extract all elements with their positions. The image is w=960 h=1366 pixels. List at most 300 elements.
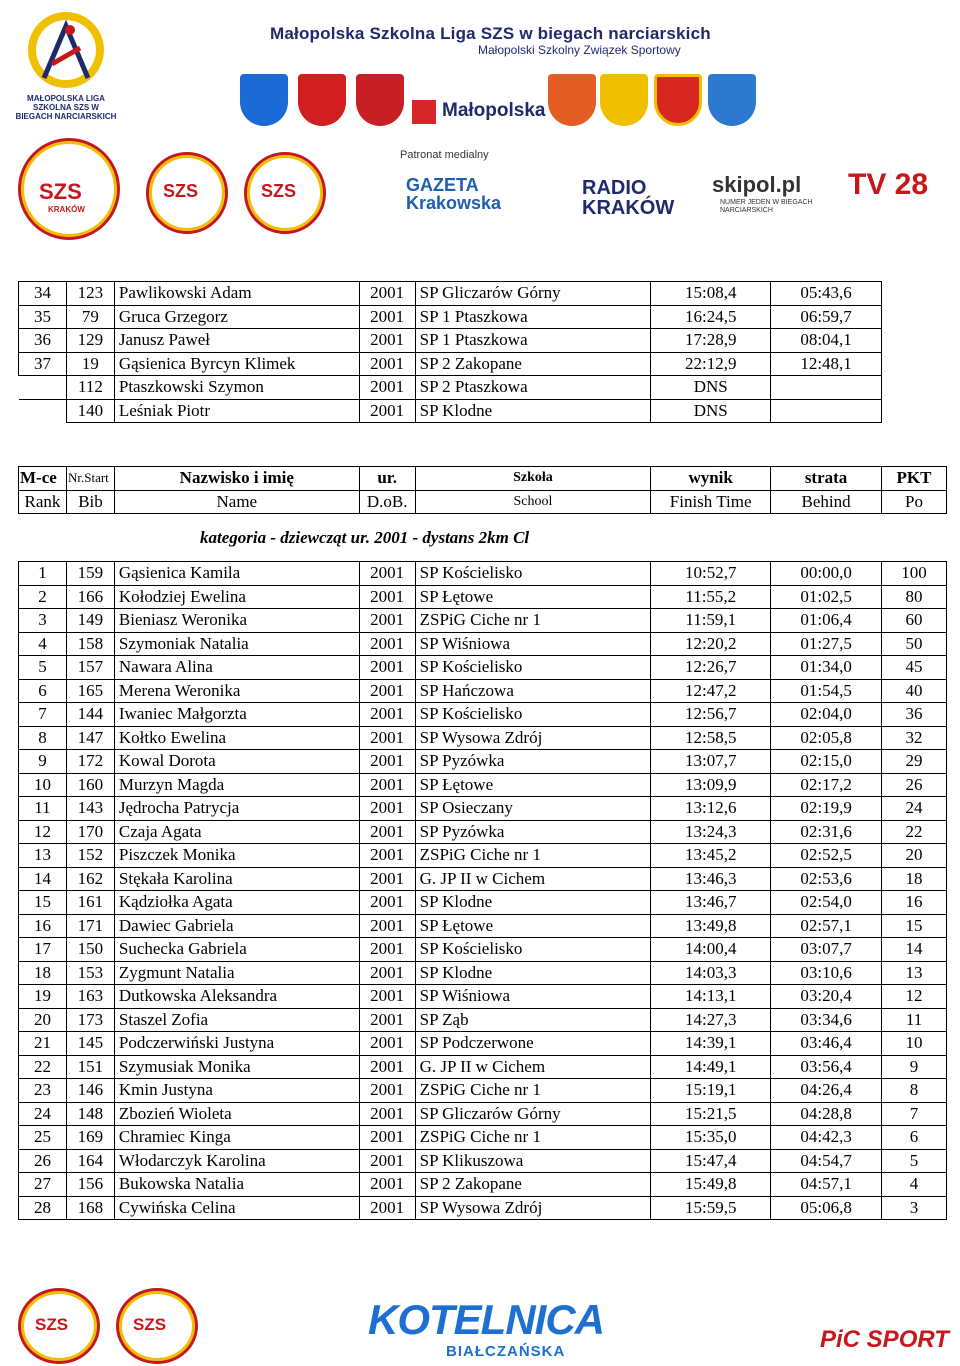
points-cell: 11	[882, 1008, 947, 1032]
name-cell: Leśniak Piotr	[114, 399, 359, 423]
bib-cell: 129	[66, 329, 114, 353]
bib-cell: 158	[66, 632, 114, 656]
school-cell: SP Hańczowa	[415, 679, 651, 703]
table-row	[19, 844, 947, 868]
behind-cell: 02:19,9	[771, 797, 882, 821]
name-cell: Ptaszkowski Szymon	[114, 376, 359, 400]
bib-cell: 157	[66, 656, 114, 680]
table-row	[19, 1196, 947, 1220]
table-row	[19, 1173, 947, 1197]
rank-cell: 9	[19, 750, 67, 774]
results-table-previous	[18, 281, 882, 423]
school-cell: ZSPiG Ciche nr 1	[415, 844, 651, 868]
name-cell: Pawlikowski Adam	[114, 282, 359, 306]
rank-cell: 25	[19, 1126, 67, 1150]
points-cell: 3	[882, 1196, 947, 1220]
points-cell: 4	[882, 1173, 947, 1197]
patronat-label: Patronat medialny	[400, 149, 489, 161]
behind-cell: 06:59,7	[771, 305, 882, 329]
yob-cell: 2001	[359, 1196, 415, 1220]
rank-cell: 4	[19, 632, 67, 656]
points-cell: 26	[882, 773, 947, 797]
table-row	[19, 1032, 947, 1056]
table-row	[19, 726, 947, 750]
header-row-en	[19, 490, 947, 514]
name-cell: Merena Weronika	[114, 679, 359, 703]
name-cell: Szymoniak Natalia	[114, 632, 359, 656]
table-row	[19, 399, 882, 423]
yob-cell: 2001	[359, 399, 415, 423]
time-cell: 13:24,3	[651, 820, 771, 844]
school-cell: SP Wysowa Zdrój	[415, 726, 651, 750]
region-label: Małopolska	[442, 100, 546, 121]
school-cell: SP Klodne	[415, 399, 651, 423]
skipol-logo: skipol.pl	[712, 172, 802, 197]
bib-cell: 148	[66, 1102, 114, 1126]
behind-cell: 04:42,3	[771, 1126, 882, 1150]
behind-cell: 01:02,5	[771, 585, 882, 609]
points-cell: 15	[882, 914, 947, 938]
table-row	[19, 985, 947, 1009]
behind-cell: 01:34,0	[771, 656, 882, 680]
table-row	[19, 329, 882, 353]
rank-cell: 11	[19, 797, 67, 821]
behind-cell: 03:10,6	[771, 961, 882, 985]
name-cell: Szymusiak Monika	[114, 1055, 359, 1079]
bib-cell: 144	[66, 703, 114, 727]
rank-cell: 19	[19, 985, 67, 1009]
time-cell: 13:07,7	[651, 750, 771, 774]
time-cell: 12:26,7	[651, 656, 771, 680]
school-cell: SP Pyzówka	[415, 750, 651, 774]
name-cell: Dutkowska Aleksandra	[114, 985, 359, 1009]
time-cell: 13:49,8	[651, 914, 771, 938]
rank-cell: 12	[19, 820, 67, 844]
bib-cell: 170	[66, 820, 114, 844]
name-cell: Iwaniec Małgorzta	[114, 703, 359, 727]
rank-cell: 2	[19, 585, 67, 609]
yob-cell: 2001	[359, 632, 415, 656]
rank-cell: 7	[19, 703, 67, 727]
behind-cell: 02:04,0	[771, 703, 882, 727]
name-cell: Stękała Karolina	[114, 867, 359, 891]
rank-cell: 34	[19, 282, 67, 306]
rank-cell	[19, 399, 67, 423]
bib-cell: 19	[66, 352, 114, 376]
points-cell: 8	[882, 1079, 947, 1103]
behind-cell: 02:52,5	[771, 844, 882, 868]
points-cell: 18	[882, 867, 947, 891]
school-cell: SP Łętowe	[415, 773, 651, 797]
yob-cell: 2001	[359, 329, 415, 353]
points-cell: 32	[882, 726, 947, 750]
behind-cell: 02:57,1	[771, 914, 882, 938]
yob-cell: 2001	[359, 1055, 415, 1079]
table-row	[19, 1126, 947, 1150]
rank-cell: 1	[19, 562, 67, 586]
behind-cell: 12:48,1	[771, 352, 882, 376]
points-cell: 16	[882, 891, 947, 915]
yob-cell: 2001	[359, 985, 415, 1009]
table-row	[19, 305, 882, 329]
points-cell: 40	[882, 679, 947, 703]
behind-cell: 05:06,8	[771, 1196, 882, 1220]
table-row	[19, 632, 947, 656]
yob-cell: 2001	[359, 376, 415, 400]
name-cell: Gruca Grzegorz	[114, 305, 359, 329]
szs-footer-seal-2: SZS	[116, 1288, 198, 1364]
yob-cell: 2001	[359, 1032, 415, 1056]
bib-cell: 150	[66, 938, 114, 962]
rank-cell: 35	[19, 305, 67, 329]
yob-cell: 2001	[359, 562, 415, 586]
szs-krakow-label: KRAKÓW	[48, 205, 85, 214]
time-cell: 11:55,2	[651, 585, 771, 609]
liga-szs-logo	[14, 8, 118, 126]
rank-cell: 26	[19, 1149, 67, 1173]
name-cell: Piszczek Monika	[114, 844, 359, 868]
time-cell: DNS	[651, 376, 771, 400]
crest-saint-icon	[600, 74, 648, 126]
school-cell: SP Kościelisko	[415, 938, 651, 962]
rank-cell: 17	[19, 938, 67, 962]
table-row	[19, 891, 947, 915]
behind-cell: 02:31,6	[771, 820, 882, 844]
malopolska-icon	[412, 100, 436, 124]
yob-cell: 2001	[359, 773, 415, 797]
yob-cell: 2001	[359, 961, 415, 985]
table-row	[19, 352, 882, 376]
yob-cell: 2001	[359, 1149, 415, 1173]
points-cell: 60	[882, 609, 947, 633]
yob-cell: 2001	[359, 891, 415, 915]
school-cell: SP 1 Ptaszkowa	[415, 305, 651, 329]
yob-cell: 2001	[359, 844, 415, 868]
time-cell: 15:19,1	[651, 1079, 771, 1103]
time-cell: 15:35,0	[651, 1126, 771, 1150]
yob-cell: 2001	[359, 867, 415, 891]
name-cell: Włodarczyk Karolina	[114, 1149, 359, 1173]
col-name-pl: Nazwisko i imię	[114, 467, 359, 491]
behind-cell: 03:34,6	[771, 1008, 882, 1032]
points-cell: 45	[882, 656, 947, 680]
column-header-table	[18, 466, 947, 514]
school-cell: SP Kościelisko	[415, 703, 651, 727]
yob-cell: 2001	[359, 1079, 415, 1103]
col-points-pl: PKT	[882, 467, 947, 491]
behind-cell: 02:17,2	[771, 773, 882, 797]
rank-cell: 5	[19, 656, 67, 680]
table-row	[19, 961, 947, 985]
crest-castle-icon	[298, 74, 346, 126]
behind-cell: 02:54,0	[771, 891, 882, 915]
behind-cell: 02:15,0	[771, 750, 882, 774]
points-cell: 80	[882, 585, 947, 609]
yob-cell: 2001	[359, 750, 415, 774]
header-subtitle: Małopolski Szkolny Związek Sportowy	[478, 43, 681, 57]
results-table	[18, 561, 947, 1220]
col-yob-en: D.oB.	[359, 490, 415, 514]
skipol-tagline: NUMER JEDEN W BIEGACH NARCIARSKICH	[720, 199, 813, 214]
points-cell: 20	[882, 844, 947, 868]
yob-cell: 2001	[359, 703, 415, 727]
bib-cell: 162	[66, 867, 114, 891]
rank-cell: 23	[19, 1079, 67, 1103]
yob-cell: 2001	[359, 609, 415, 633]
radio-krakow-logo: RADIO KRAKÓW	[582, 177, 675, 219]
bib-cell: 140	[66, 399, 114, 423]
pic-sport-logo: PiC SPORT	[820, 1326, 949, 1353]
header-title: Małopolska Szkolna Liga SZS w biegach narciarskich	[270, 24, 711, 43]
school-cell: SP Ząb	[415, 1008, 651, 1032]
behind-cell	[771, 376, 882, 400]
name-cell: Kowal Dorota	[114, 750, 359, 774]
col-school-pl: Szkoła	[415, 467, 651, 491]
rank-cell: 8	[19, 726, 67, 750]
rank-cell: 28	[19, 1196, 67, 1220]
bib-cell: 164	[66, 1149, 114, 1173]
col-time-en: Finish Time	[651, 490, 771, 514]
name-cell: Kmin Justyna	[114, 1079, 359, 1103]
time-cell: 13:12,6	[651, 797, 771, 821]
yob-cell: 2001	[359, 1126, 415, 1150]
name-cell: Cywińska Celina	[114, 1196, 359, 1220]
time-cell: 11:59,1	[651, 609, 771, 633]
time-cell: 13:09,9	[651, 773, 771, 797]
szs-powiatowy-seal-2: SZS	[244, 152, 326, 234]
behind-cell: 05:43,6	[771, 282, 882, 306]
yob-cell: 2001	[359, 797, 415, 821]
bib-cell: 149	[66, 609, 114, 633]
points-cell: 29	[882, 750, 947, 774]
table-row	[19, 703, 947, 727]
bib-cell: 172	[66, 750, 114, 774]
table-row	[19, 376, 882, 400]
col-points-en: Po	[882, 490, 947, 514]
school-cell: SP Wiśniowa	[415, 632, 651, 656]
table-row	[19, 562, 947, 586]
table-row	[19, 797, 947, 821]
school-cell: ZSPiG Ciche nr 1	[415, 1126, 651, 1150]
bib-cell: 159	[66, 562, 114, 586]
yob-cell: 2001	[359, 656, 415, 680]
rank-cell: 22	[19, 1055, 67, 1079]
rank-cell: 24	[19, 1102, 67, 1126]
table-row	[19, 679, 947, 703]
col-bib-pl: Nr.Start	[66, 467, 114, 491]
table-row	[19, 282, 882, 306]
school-cell: G. JP II w Cichem	[415, 867, 651, 891]
tv28-logo: TV 28	[848, 168, 929, 201]
table-row	[19, 773, 947, 797]
yob-cell: 2001	[359, 938, 415, 962]
table-row	[19, 867, 947, 891]
name-cell: Kołodziej Ewelina	[114, 585, 359, 609]
crest-orange-icon	[548, 74, 596, 126]
name-cell: Zbozień Wioleta	[114, 1102, 359, 1126]
points-cell: 9	[882, 1055, 947, 1079]
rank-cell: 37	[19, 352, 67, 376]
time-cell: 12:58,5	[651, 726, 771, 750]
crest-gate-icon	[708, 74, 756, 126]
table-row	[19, 914, 947, 938]
points-cell: 12	[882, 985, 947, 1009]
name-cell: Podczerwiński Justyna	[114, 1032, 359, 1056]
points-cell: 7	[882, 1102, 947, 1126]
yob-cell: 2001	[359, 1102, 415, 1126]
rank-cell: 18	[19, 961, 67, 985]
bib-cell: 145	[66, 1032, 114, 1056]
name-cell: Suchecka Gabriela	[114, 938, 359, 962]
col-time-pl: wynik	[651, 467, 771, 491]
rank-cell: 14	[19, 867, 67, 891]
rank-cell: 27	[19, 1173, 67, 1197]
behind-cell: 02:05,8	[771, 726, 882, 750]
bib-cell: 161	[66, 891, 114, 915]
behind-cell: 04:57,1	[771, 1173, 882, 1197]
behind-cell: 00:00,0	[771, 562, 882, 586]
school-cell: SP 1 Ptaszkowa	[415, 329, 651, 353]
school-cell: SP Gliczarów Górny	[415, 282, 651, 306]
time-cell: 22:12,9	[651, 352, 771, 376]
bib-cell: 171	[66, 914, 114, 938]
name-cell: Gąsienica Byrcyn Klimek	[114, 352, 359, 376]
bialczanska-label: BIAŁCZAŃSKA	[446, 1343, 566, 1360]
table-row	[19, 938, 947, 962]
name-cell: Czaja Agata	[114, 820, 359, 844]
school-cell: SP Wysowa Zdrój	[415, 1196, 651, 1220]
yob-cell: 2001	[359, 1173, 415, 1197]
crest-sun-icon	[654, 74, 702, 126]
col-yob-pl: ur.	[359, 467, 415, 491]
time-cell: 16:24,5	[651, 305, 771, 329]
time-cell: 14:27,3	[651, 1008, 771, 1032]
bib-cell: 160	[66, 773, 114, 797]
yob-cell: 2001	[359, 679, 415, 703]
yob-cell: 2001	[359, 305, 415, 329]
behind-cell: 03:07,7	[771, 938, 882, 962]
points-cell: 22	[882, 820, 947, 844]
rank-cell: 16	[19, 914, 67, 938]
time-cell: 15:59,5	[651, 1196, 771, 1220]
rank-cell: 21	[19, 1032, 67, 1056]
behind-cell: 01:06,4	[771, 609, 882, 633]
points-cell: 5	[882, 1149, 947, 1173]
name-cell: Kołtko Ewelina	[114, 726, 359, 750]
gazeta-krakowska-logo: GAZETA Krakowska	[406, 175, 502, 213]
table-row	[19, 585, 947, 609]
points-cell: 50	[882, 632, 947, 656]
crest-blue-icon	[240, 74, 288, 126]
behind-cell: 01:27,5	[771, 632, 882, 656]
bib-cell: 173	[66, 1008, 114, 1032]
liga-logo-text: MAŁOPOLSKA LIGA SZKOLNA SZS W BIEGACH NARCIARSKICH	[15, 94, 117, 121]
table-row	[19, 1079, 947, 1103]
school-cell: SP 2 Zakopane	[415, 352, 651, 376]
time-cell: 10:52,7	[651, 562, 771, 586]
rank-cell: 3	[19, 609, 67, 633]
bib-cell: 168	[66, 1196, 114, 1220]
table-row	[19, 1102, 947, 1126]
name-cell: Gąsienica Kamila	[114, 562, 359, 586]
time-cell: 14:03,3	[651, 961, 771, 985]
behind-cell: 08:04,1	[771, 329, 882, 353]
name-cell: Jędrocha Patrycja	[114, 797, 359, 821]
name-cell: Bukowska Natalia	[114, 1173, 359, 1197]
school-cell: SP 2 Ptaszkowa	[415, 376, 651, 400]
school-cell: SP Kościelisko	[415, 562, 651, 586]
yob-cell: 2001	[359, 820, 415, 844]
time-cell: 12:47,2	[651, 679, 771, 703]
behind-cell: 04:26,4	[771, 1079, 882, 1103]
time-cell: 12:20,2	[651, 632, 771, 656]
bib-cell: 152	[66, 844, 114, 868]
table-row	[19, 820, 947, 844]
bib-cell: 112	[66, 376, 114, 400]
time-cell: 15:21,5	[651, 1102, 771, 1126]
rank-cell	[19, 376, 67, 400]
time-cell: 15:47,4	[651, 1149, 771, 1173]
table-row	[19, 1149, 947, 1173]
name-cell: Janusz Paweł	[114, 329, 359, 353]
time-cell: 14:00,4	[651, 938, 771, 962]
table-row	[19, 1008, 947, 1032]
col-school-en: School	[415, 490, 651, 514]
yob-cell: 2001	[359, 726, 415, 750]
bib-cell: 153	[66, 961, 114, 985]
school-cell: SP Gliczarów Górny	[415, 1102, 651, 1126]
school-cell: ZSPiG Ciche nr 1	[415, 609, 651, 633]
behind-cell: 03:46,4	[771, 1032, 882, 1056]
category-title: kategoria - dziewcząt ur. 2001 - dystans 2km Cl	[200, 528, 530, 547]
points-cell: 24	[882, 797, 947, 821]
school-cell: ZSPiG Ciche nr 1	[415, 1079, 651, 1103]
school-cell: SP Pyzówka	[415, 820, 651, 844]
name-cell: Staszel Zofia	[114, 1008, 359, 1032]
school-cell: SP Klodne	[415, 891, 651, 915]
bib-cell: 146	[66, 1079, 114, 1103]
szs-footer-seal-1: SZS	[18, 1288, 100, 1364]
time-cell: DNS	[651, 399, 771, 423]
table-row	[19, 1055, 947, 1079]
behind-cell: 02:53,6	[771, 867, 882, 891]
bib-cell: 143	[66, 797, 114, 821]
crest-key-icon	[356, 74, 404, 126]
yob-cell: 2001	[359, 1008, 415, 1032]
szs-malopolski-seal: SZS KRAKÓW	[18, 138, 120, 240]
szs-powiatowy-seal-1: SZS	[146, 152, 228, 234]
points-cell: 100	[882, 562, 947, 586]
points-cell: 13	[882, 961, 947, 985]
name-cell: Zygmunt Natalia	[114, 961, 359, 985]
school-cell: SP Podczerwone	[415, 1032, 651, 1056]
time-cell: 12:56,7	[651, 703, 771, 727]
yob-cell: 2001	[359, 352, 415, 376]
name-cell: Dawiec Gabriela	[114, 914, 359, 938]
bib-cell: 151	[66, 1055, 114, 1079]
school-cell: SP Klodne	[415, 961, 651, 985]
time-cell: 14:13,1	[651, 985, 771, 1009]
kotelnica-logo: KOTELNICA	[368, 1296, 604, 1343]
time-cell: 13:46,7	[651, 891, 771, 915]
school-cell: SP Wiśniowa	[415, 985, 651, 1009]
rank-cell: 15	[19, 891, 67, 915]
header-row-pl	[19, 467, 947, 491]
time-cell: 14:39,1	[651, 1032, 771, 1056]
behind-cell: 04:54,7	[771, 1149, 882, 1173]
points-cell: 36	[882, 703, 947, 727]
behind-cell: 03:56,4	[771, 1055, 882, 1079]
